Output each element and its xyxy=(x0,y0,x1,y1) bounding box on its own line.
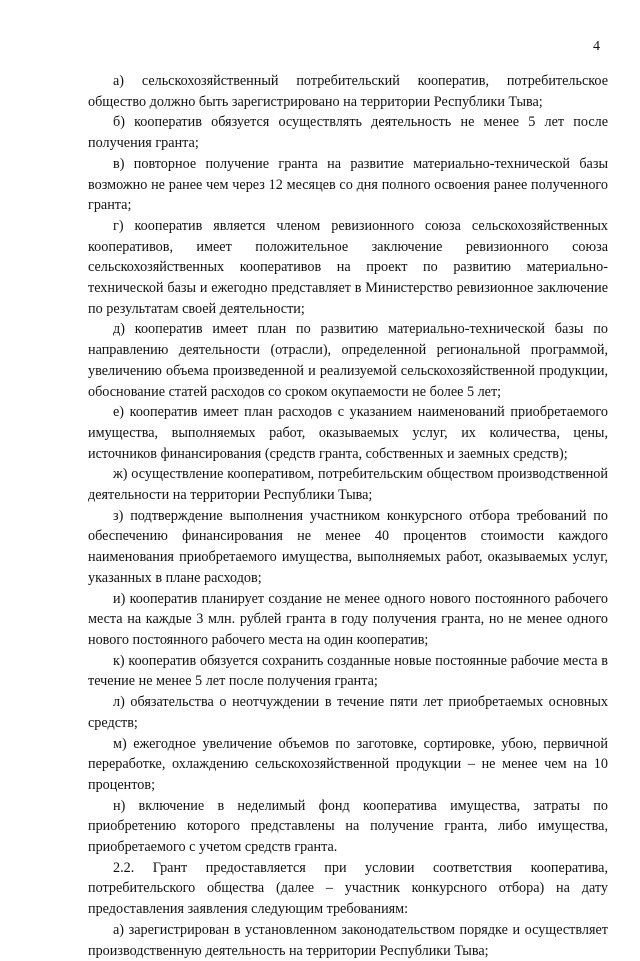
paragraph-m-volume-increase: м) ежегодное увеличение объемов по заготовке, сортировке, убою, первичной переработке, охлаждению сельскохозяйственной продукции – не менее чем на 10 процентов; xyxy=(88,735,608,793)
paragraph-e-development-plan: д) кооператив имеет план по развитию материально-технической базы по направлению деятельности (отрасли), определенной региональной программой, увеличению объема произведенной и реализуемой сельскохозяйственной продукции, обоснование статей расходов со сроком окупаемости не более 5 лет; xyxy=(88,321,608,400)
paragraph-f-expense-plan: е) кооператив имеет план расходов с указанием наименований приобретаемого имущества, выполняемых работ, оказываемых услуг, их количества, цены, источников финансирования (средств гранта, собственных и заемных средств); xyxy=(88,404,608,462)
paragraph-i-new-jobs: и) кооператив планирует создание не менее одного нового постоянного рабочего места на каждые 3 млн. рублей гранта в году получения гранта, но не менее одного нового постоянного рабочего места на один кооператив; xyxy=(88,590,608,648)
paragraph-l-non-alienation: л) обязательства о неотчуждении в течение пяти лет приобретаемых основных средств; xyxy=(88,694,608,731)
paragraph-a-registration: а) сельскохозяйственный потребительский кооператив, потребительское общество должно быть зарегистрировано на территории Республики Тыва; xyxy=(88,73,608,110)
paragraph-n-indivisible-fund: н) включение в неделимый фонд кооператива имущества, затраты по приобретению которого представлены на получение гранта, либо имущества, приобретаемого с учетом средств гранта. xyxy=(88,797,608,856)
paragraph-2-2-a-registered: а) зарегистрирован в установленном законодательством порядке и осуществляет производственную деятельность на территории Республики Тыва; xyxy=(88,921,608,959)
paragraph-c-repeat-grant: в) повторное получение гранта на развитие материально-технической базы возможно не ранее чем через 12 месяцев со дня полного освоения ранее полученного гранта; xyxy=(88,155,608,214)
paragraph-k-keep-jobs: к) кооператив обязуется сохранить созданные новые постоянные рабочие места в течение не менее 5 лет после получения гранта; xyxy=(88,652,608,690)
paragraph-2-2-grant-conditions: 2.2. Грант предоставляется при условии соответствия кооператива, потребительского общества (далее – участник конкурсного отбора) на дату предоставления заявления следующим требованиям: xyxy=(88,859,608,918)
paragraph-h-cofinancing: з) подтверждение выполнения участником конкурсного отбора требований по обеспечению финансирования не менее 40 процентов стоимости каждого наименования приобретаемого имущества, выполняемых работ, оказываемых услуг, указанных в плане расходов; xyxy=(88,507,608,586)
document-body xyxy=(88,71,608,961)
paragraph-b-activity-term: б) кооператив обязуется осуществлять деятельность не менее 5 лет после получения гранта; xyxy=(88,114,608,152)
paragraph-g-production-activity: ж) осуществление кооперативом, потребительским обществом производственной деятельности на территории Республики Тыва; xyxy=(88,466,608,504)
page-number: 4 xyxy=(593,39,600,54)
paragraph-d-audit-union: г) кооператив является членом ревизионного союза сельскохозяйственных кооперативов, имеет положительное заключение ревизионного союза сельскохозяйственных кооперативов на проект по развитию материально-технической базы и ежегодно представляет в Министерство ревизионное заключение по результатам своей деятельности; xyxy=(88,217,608,317)
